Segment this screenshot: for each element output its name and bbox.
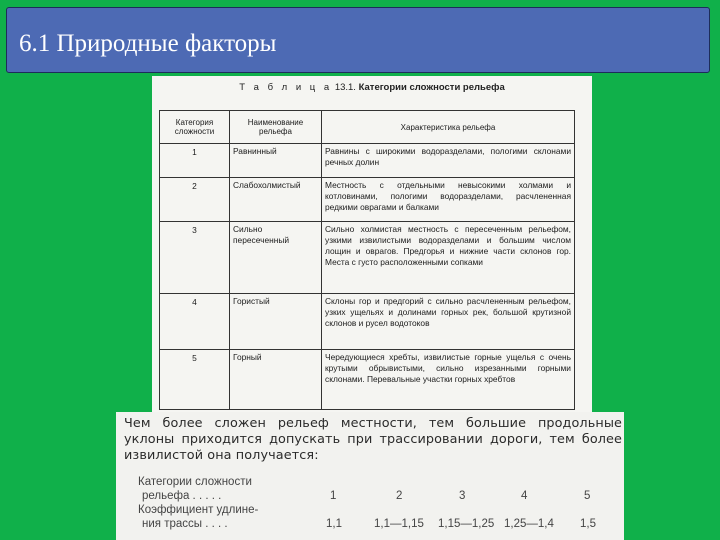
table-caption-number: 13.1.	[334, 82, 356, 93]
row-name: Гористый	[230, 294, 322, 350]
table-row	[160, 144, 575, 178]
row-category: 5	[160, 350, 230, 410]
coef-category: 5	[584, 490, 591, 502]
row-description: Сильно холмистая местность с пересеченным рельефом, узкими извилистыми водоразделами и большим числом лощин и оврагов. Предгорья и нижние части склонов гор. Места с густо расположенными сопками	[322, 222, 575, 294]
coef-category: 2	[396, 490, 403, 502]
coef-label-categories-b: рельефа . . . . .	[142, 490, 222, 502]
table-caption-title: Категории сложности рельефа	[358, 82, 505, 93]
header-description: Характеристика рельефа	[322, 111, 575, 144]
row-category: 2	[160, 178, 230, 222]
paragraph-text: Чем более сложен рельеф местности, тем большие продольные уклоны приходится допускать при трассировании дороги, тем более извилистой она получается:	[124, 416, 622, 463]
coef-value: 1,1	[326, 518, 342, 530]
table-header-row	[160, 111, 575, 144]
coef-category: 3	[459, 490, 466, 502]
coef-value: 1,5	[580, 518, 596, 530]
row-description: Склоны гор и предгорий с сильно расчлененным рельефом, узких ущельях и долинами горных рек, большой крутизной склонов и русел водотоков	[322, 294, 575, 350]
row-name: Горный	[230, 350, 322, 410]
table-row	[160, 294, 575, 350]
table-row	[160, 178, 575, 222]
coef-category: 1	[330, 490, 337, 502]
coef-label-coefficient-a: Коэффициент удлине-	[138, 504, 259, 516]
text-excerpt-scan	[116, 412, 624, 540]
table-caption	[152, 82, 592, 93]
header-name: Наименование рельефа	[230, 111, 322, 144]
row-name: Слабохолмистый	[230, 178, 322, 222]
coef-value: 1,25—1,4	[504, 518, 554, 530]
relief-table	[159, 110, 575, 410]
coef-category: 4	[521, 490, 528, 502]
coef-value: 1,15—1,25	[438, 518, 495, 530]
row-category: 4	[160, 294, 230, 350]
table-row	[160, 350, 575, 410]
row-name: Сильно пересеченный	[230, 222, 322, 294]
row-description: Чередующиеся хребты, извилистые горные ущелья с очень крутыми обрывистыми, сильно изрезанными горными склонами. Перевальные участки горных хребтов	[322, 350, 575, 410]
row-description: Равнины с широкими водоразделами, пологими склонами речных долин	[322, 144, 575, 178]
row-name: Равнинный	[230, 144, 322, 178]
coef-label-coefficient-b: ния трассы . . . .	[142, 518, 228, 530]
row-description: Местность с отдельными невысокими холмами и котловинами, пологими водоразделами, расчлененная редкими оврагами и балками	[322, 178, 575, 222]
slide-title: 6.1 Природные факторы	[19, 30, 277, 57]
header-category: Категория сложности	[160, 111, 230, 144]
slide-title-bar	[6, 7, 710, 73]
table-caption-prefix: Т а б л и ц а	[239, 82, 333, 93]
coef-value: 1,1—1,15	[374, 518, 424, 530]
row-category: 1	[160, 144, 230, 178]
row-category: 3	[160, 222, 230, 294]
table-row	[160, 222, 575, 294]
relief-table-scan	[152, 76, 592, 412]
coef-label-categories-a: Категории сложности	[138, 476, 252, 488]
